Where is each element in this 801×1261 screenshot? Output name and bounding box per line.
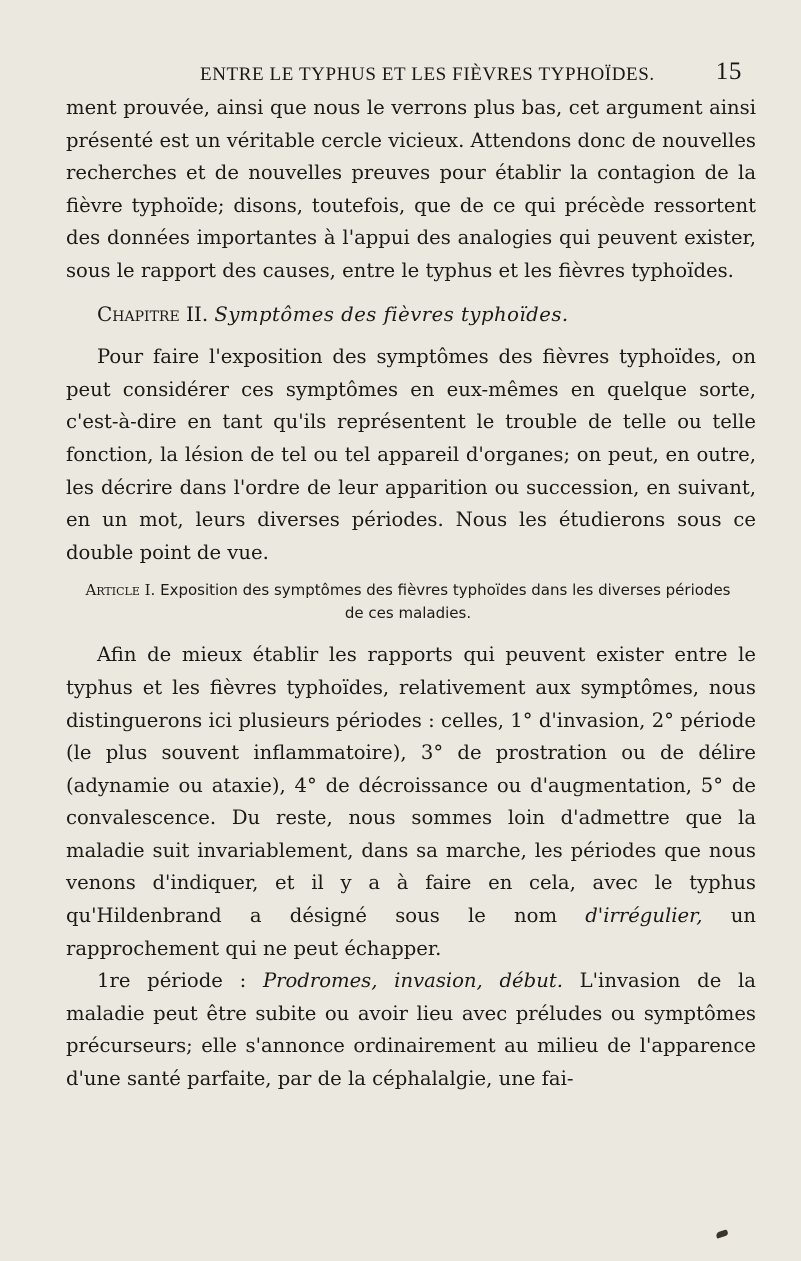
chapter-title: Symptômes des fièvres typhoïdes. [214,302,569,326]
first-period-label: 1re période : [97,969,247,993]
paragraph-periods [66,639,756,965]
article-heading [66,579,756,625]
paragraph-periods-text: Afin de mieux établir les rapports qui peuvent exister entre le typhus et les fièvres typhoïdes, relativement aux symptômes, nous distinguerons ici plusieurs périodes : celles, 1° d'invasion, 2° période (le plus souvent inflammatoire), 3° de prostration ou de délire (adynamie ou ataxie), 4° de décroissance ou d'augmentation, 5° de convalescence. Du reste, nous sommes loin d'admettre que la maladie suit invariablement, dans sa marche, les périodes que nous venons d'indiquer, et il y a à faire en cela, avec le typhus qu'Hildenbrand a désigné sous le nom [66,643,756,928]
paragraph-first-period [66,965,756,1095]
page-number: 15 [715,58,742,85]
article-label: Article I. [85,581,156,600]
chapter-heading [66,298,756,332]
article-title: Exposition des symptômes des fièvres typhoïdes dans les diverses périodes de ces maladies. [160,581,731,623]
paragraph-periods-italic: d'irrégulier, [585,904,703,928]
paragraph-exposition: Pour faire l'exposition des symptômes des fièvres typhoïdes, on peut considérer ces symptômes en eux-mêmes en quelque sorte, c'est-à-dire en tant qu'ils représentent le trouble de telle ou telle fonction, la lésion de tel ou tel appareil d'organes; on peut, en outre, les décrire dans l'ordre de leur apparition ou succession, en suivant, en un mot, leurs diverses périodes. Nous les étudierons sous ce double point de vue. [66,345,756,564]
body-text [66,92,756,1096]
paragraph-contagion: ment prouvée, ainsi que nous le verrons plus bas, cet argument ainsi présenté est un véritable cercle vicieux. Attendons donc de nouvelles recherches et de nouvelles preuves pour établir la contagion de la fièvre typhoïde; disons, toutefois, que de ce qui précède ressortent des données importantes à l'appui des analogies qui peuvent exister, sous le rapport des causes, entre le typhus et les fièvres typhoïdes. [66,96,756,282]
chapter-label: Chapitre II. [97,301,209,326]
ink-mark [715,1229,728,1238]
running-head-title: ENTRE LE TYPHUS ET LES FIÈVRES TYPHOÏDES. [200,64,655,85]
paragraph-periods-end: un rapprochement qui ne peut échapper. [66,904,756,960]
first-period-text: L'invasion de la maladie peut être subite ou avoir lieu avec préludes ou symptômes précurseurs; elle s'annonce ordinairement au milieu de l'apparence d'une santé parfaite, par de la céphalalgie, une fai- [66,969,756,1091]
first-period-title: Prodromes, invasion, début. [262,969,563,993]
